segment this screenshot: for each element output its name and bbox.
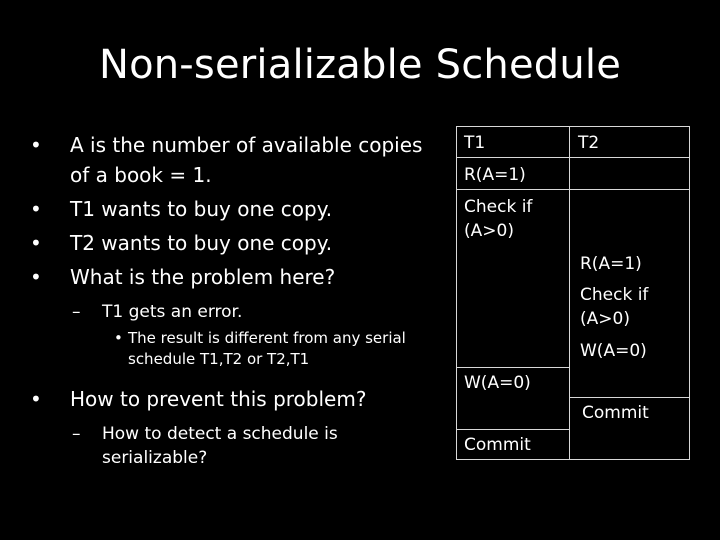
bullet-text: T2 wants to buy one copy. (70, 231, 333, 255)
sub-bullet-text: T1 gets an error. (102, 302, 243, 322)
subsub-bullet-text: schedule T1,T2 or T2,T1 (128, 350, 310, 368)
bullet-icon: • (30, 231, 42, 255)
t2-check-line: Check if (580, 285, 649, 305)
bullet-text: What is the problem here? (70, 265, 336, 289)
row-divider (457, 429, 569, 430)
bullet-icon: • (30, 197, 42, 221)
bullet-item (28, 262, 438, 292)
header-t1: T1 (464, 133, 486, 153)
t2-read: R(A=1) (580, 254, 642, 274)
column-divider (569, 127, 570, 459)
slide-title: Non-serializable Schedule (98, 42, 622, 88)
bullet-icon: • (114, 329, 123, 347)
bullet-text: How to prevent this problem? (70, 387, 367, 411)
bullet-item (28, 384, 438, 414)
bullet-list (28, 130, 438, 470)
t1-commit: Commit (464, 435, 531, 455)
sub-bullet-item (28, 422, 438, 470)
bullet-text: of a book = 1. (70, 163, 212, 187)
subsub-bullet-text: The result is different from any serial (128, 329, 406, 347)
bullet-icon: • (30, 265, 42, 289)
dash-icon: – (72, 302, 81, 322)
row-divider (569, 397, 689, 398)
t1-check-line: (A>0) (464, 221, 514, 241)
t1-read: R(A=1) (464, 165, 526, 185)
bullet-text: A is the number of available copies (70, 133, 423, 157)
schedule-table (456, 126, 690, 460)
sub-bullet-item (28, 300, 438, 324)
row-divider (457, 157, 689, 158)
t2-check (580, 283, 648, 331)
sub-bullet-text: How to detect a schedule is (102, 424, 338, 444)
t2-commit: Commit (582, 403, 649, 423)
t2-check-line: (A>0) (580, 309, 630, 329)
bullet-icon: • (30, 133, 42, 157)
dash-icon: – (72, 424, 81, 444)
bullet-item (28, 130, 438, 190)
t1-check-line: Check if (464, 197, 533, 217)
row-divider (457, 189, 689, 190)
bullet-item (28, 194, 438, 224)
bullet-text: T1 wants to buy one copy. (70, 197, 333, 221)
subsub-bullet-item (28, 328, 438, 370)
header-t2: T2 (578, 133, 600, 153)
sub-bullet-text: serializable? (102, 448, 208, 468)
t2-write: W(A=0) (580, 341, 647, 361)
bullet-icon: • (30, 387, 42, 411)
bullet-item (28, 228, 438, 258)
t1-check (464, 195, 532, 243)
t1-write: W(A=0) (464, 373, 531, 393)
row-divider (457, 367, 569, 368)
